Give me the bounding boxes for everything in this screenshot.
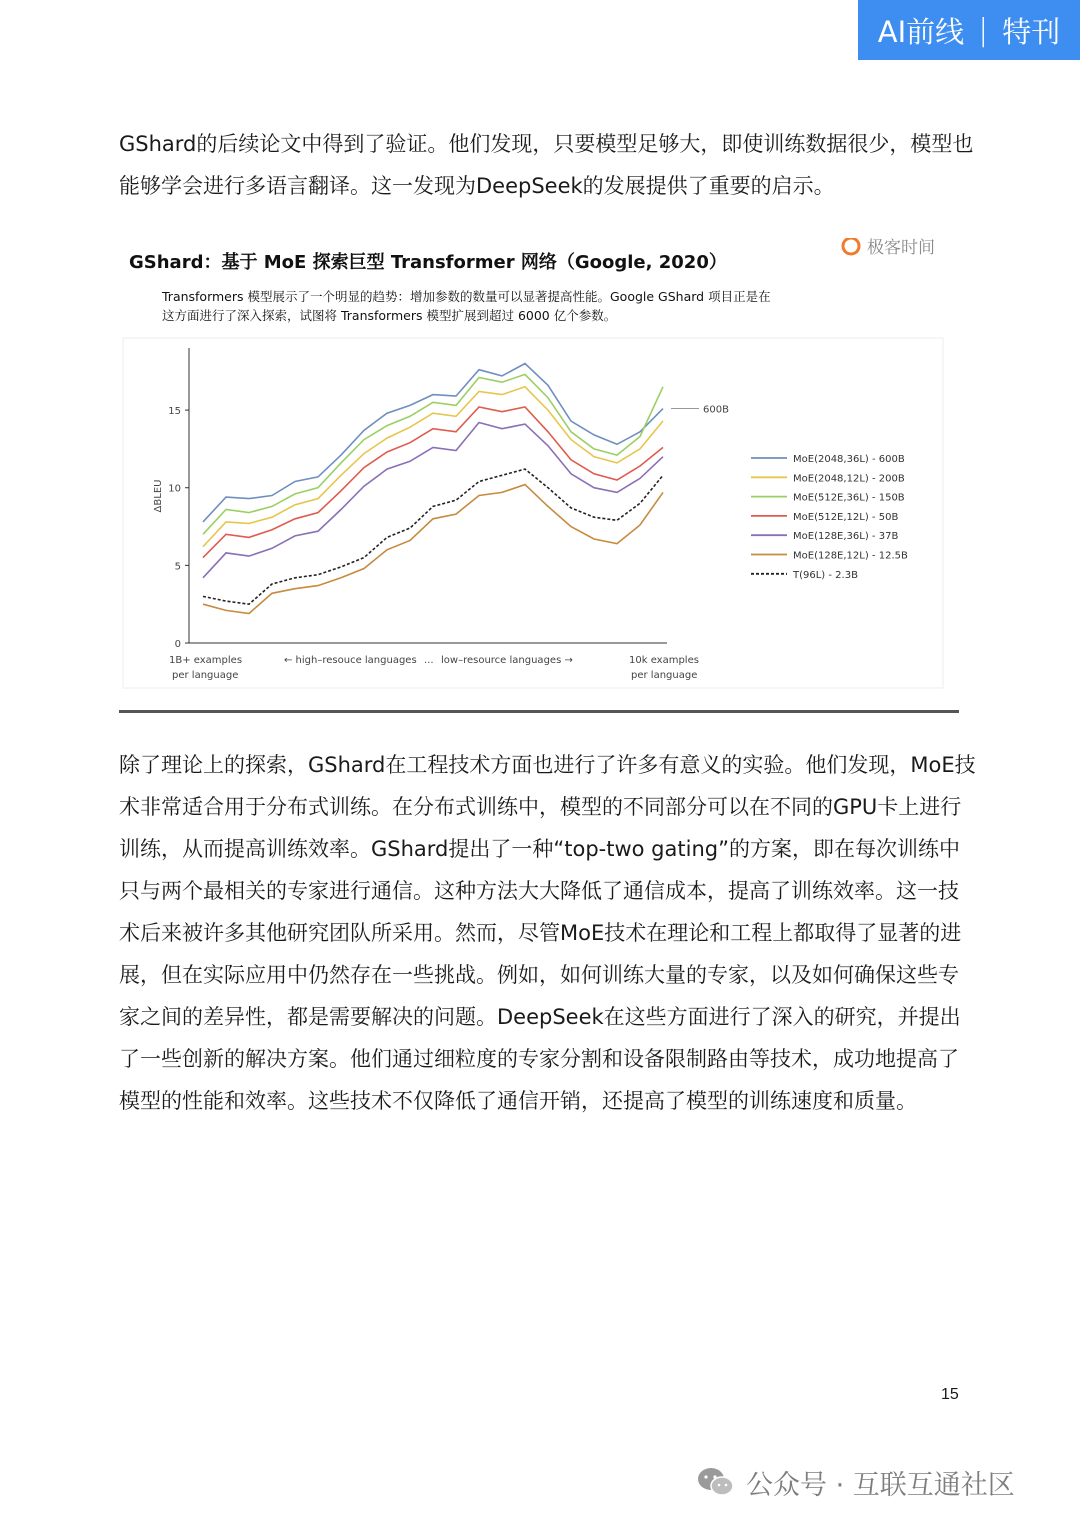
annotation-600b: 600B	[703, 404, 729, 416]
figure-caption-line2: 这方面进行了深入探索，试图将 Transformers 模型扩展到超过 6000 亿个参数。	[162, 308, 617, 323]
figure-svg	[119, 238, 959, 706]
y-tick-label: 10	[168, 483, 181, 495]
brand-separator: |	[978, 12, 989, 48]
legend-item: MoE(2048,36L) - 600B	[793, 454, 905, 465]
section-label: 特刊	[1002, 14, 1061, 49]
brand-badge	[858, 0, 1080, 60]
x-label-low-resource: low–resource languages →	[441, 655, 573, 666]
y-tick-label: 0	[174, 639, 181, 650]
x-label-left: 1B+ examples	[169, 655, 243, 666]
paragraph-2: 除了理论上的探索，GShard在工程技术方面也进行了许多有意义的实验。他们发现，MoE技术非常适合用于分布式训练。在分布式训练中，模型的不同部分可以在不同的GPU卡上进行训练，从而提高训练效率。GShard提出了一种“top-two gating”的方案，即在每次训练中只与两个最相关的专家进行通信。这种方法大大降低了通信成本，提高了训练效率。这一技术后来被许多其他研究团队所采用。然而，尽管MoE技术在理论和工程上都取得了显著的进展，但在实际应用中仍然存在一些挑战。例如，如何训练大量的专家，以及如何确保这些专家之间的差异性，都是需要解决的问题。DeepSeek在这些方面进行了深入的研究，并提出了一些创新的解决方案。他们通过细粒度的专家分割和设备限制路由等技术，成功地提高了模型的性能和效率。这些技术不仅降低了通信开销，还提高了模型的训练速度和质量。	[119, 753, 976, 1113]
y-axis-label: ΔBLEU	[153, 479, 164, 513]
legend-item: MoE(512E,12L) - 50B	[793, 511, 899, 523]
x-label-high-resource: ← high–resouce languages	[284, 655, 417, 666]
x-label-right: 10k examples	[629, 655, 699, 666]
figure-caption-line1: Transformers 模型展示了一个明显的趋势：增加参数的数量可以显著提高性能。Google GShard 项目正是在	[162, 289, 771, 304]
x-label-left-2: per language	[172, 670, 239, 681]
legend-item: MoE(512E,36L) - 150B	[793, 492, 905, 504]
brand-label: AI前线	[877, 14, 965, 49]
logo-icon	[843, 238, 859, 254]
y-tick-label: 5	[174, 561, 181, 573]
x-label-right-2: per language	[631, 670, 698, 681]
geektime-logo	[843, 238, 935, 258]
y-tick-label: 15	[168, 406, 181, 418]
legend-item: MoE(128E,12L) - 12.5B	[793, 550, 908, 562]
wechat-icon	[696, 1466, 736, 1498]
x-label-ellipsis: ...	[424, 655, 434, 666]
logo-text: 极客时间	[867, 238, 935, 258]
figure-title: GShard：基于 MoE 探索巨型 Transformer 网络（Google, 2020）	[129, 252, 727, 273]
page-number: 15	[941, 1386, 959, 1403]
legend-item: MoE(128E,36L) - 37B	[793, 531, 899, 543]
legend-item: T(96L) - 2.3B	[793, 569, 858, 581]
paragraph-1: GShard的后续论文中得到了验证。他们发现，只要模型足够大，即使训练数据很少，模型也能够学会进行多语言翻译。这一发现为DeepSeek的发展提供了重要的启示。	[119, 132, 974, 198]
footer-attribution	[696, 1460, 1015, 1504]
legend-item: MoE(2048,12L) - 200B	[793, 473, 905, 485]
footer-text: 公众号 · 互联互通社区	[746, 1469, 1015, 1501]
figure-gshard	[119, 238, 959, 713]
